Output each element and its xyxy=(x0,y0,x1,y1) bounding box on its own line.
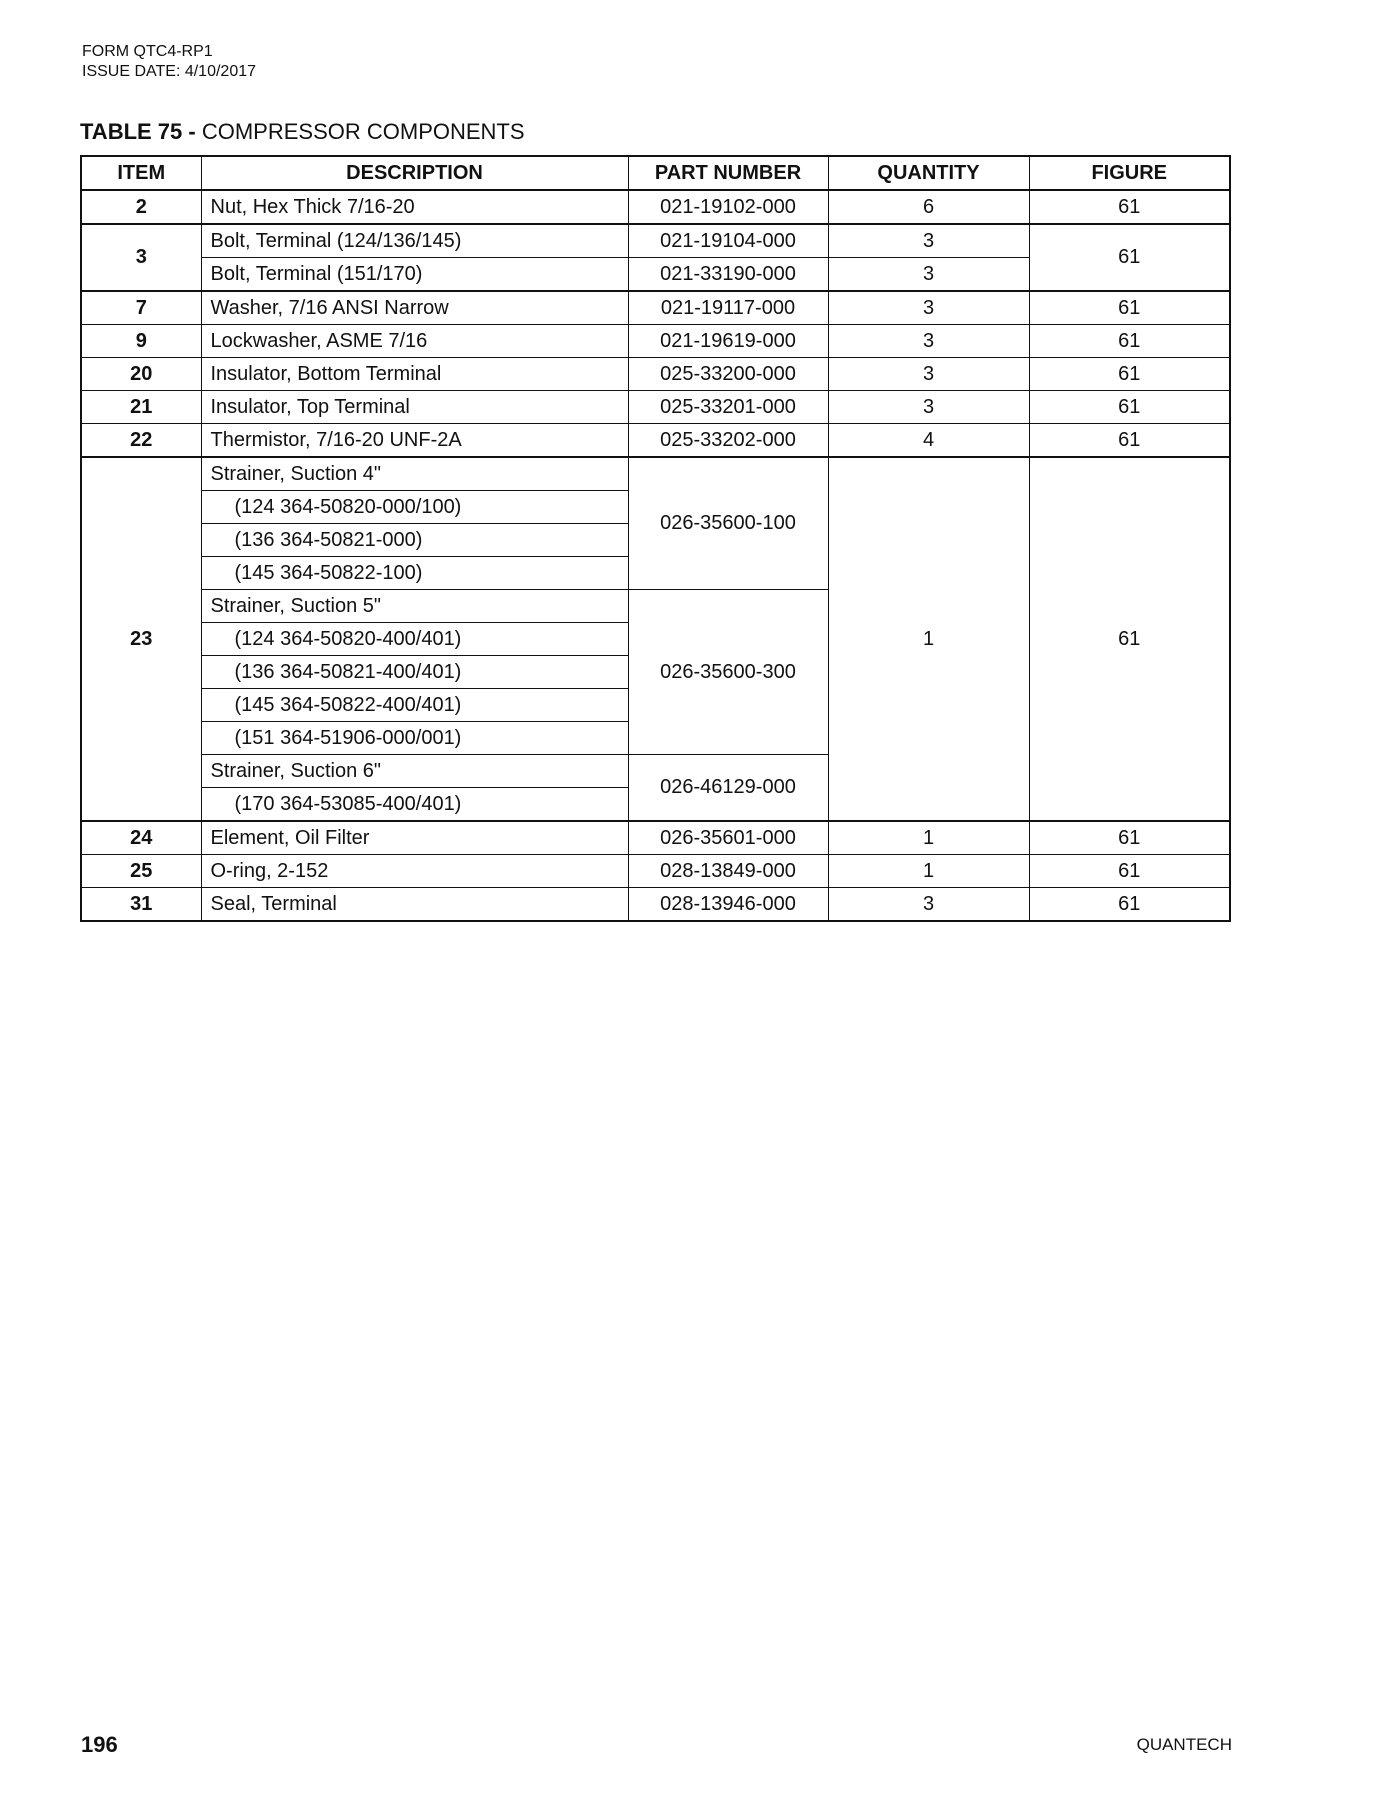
part-number-cell: 021-19102-000 xyxy=(628,190,828,224)
quantity-cell: 3 xyxy=(828,224,1029,258)
issue-date: ISSUE DATE: 4/10/2017 xyxy=(82,63,257,80)
item-cell: 20 xyxy=(81,358,201,391)
table-row xyxy=(81,190,1230,224)
part-number-cell: 021-19117-000 xyxy=(628,291,828,325)
table-row xyxy=(81,855,1230,888)
figure-cell: 61 xyxy=(1029,457,1230,821)
item-cell: 7 xyxy=(81,291,201,325)
description-cell: O-ring, 2-152 xyxy=(201,855,628,888)
part-number-cell: 026-46129-000 xyxy=(628,755,828,822)
description-cell: (145 364-50822-100) xyxy=(201,557,628,590)
description-cell: (145 364-50822-400/401) xyxy=(201,689,628,722)
table-row xyxy=(81,391,1230,424)
part-number-cell: 021-19619-000 xyxy=(628,325,828,358)
part-number-cell: 025-33201-000 xyxy=(628,391,828,424)
description-cell: Strainer, Suction 6" xyxy=(201,755,628,788)
item-cell: 31 xyxy=(81,888,201,922)
description-cell: (170 364-53085-400/401) xyxy=(201,788,628,822)
description-cell: Bolt, Terminal (151/170) xyxy=(201,258,628,292)
description-cell: Strainer, Suction 4" xyxy=(201,457,628,491)
part-number-cell: 025-33202-000 xyxy=(628,424,828,458)
quantity-cell: 3 xyxy=(828,258,1029,292)
description-cell: Insulator, Top Terminal xyxy=(201,391,628,424)
quantity-cell: 3 xyxy=(828,888,1029,922)
description-cell: Bolt, Terminal (124/136/145) xyxy=(201,224,628,258)
table-row xyxy=(81,325,1230,358)
quantity-cell: 1 xyxy=(828,855,1029,888)
part-number-cell: 026-35600-100 xyxy=(628,457,828,590)
quantity-cell: 6 xyxy=(828,190,1029,224)
description-cell: (136 364-50821-000) xyxy=(201,524,628,557)
form-header xyxy=(82,42,256,82)
figure-cell: 61 xyxy=(1029,358,1230,391)
part-number-cell: 026-35600-300 xyxy=(628,590,828,755)
figure-cell: 61 xyxy=(1029,855,1230,888)
quantity-cell: 1 xyxy=(828,457,1029,821)
figure-cell: 61 xyxy=(1029,821,1230,855)
part-number-cell: 025-33200-000 xyxy=(628,358,828,391)
figure-cell: 61 xyxy=(1029,325,1230,358)
description-cell: Lockwasher, ASME 7/16 xyxy=(201,325,628,358)
quantity-cell: 4 xyxy=(828,424,1029,458)
figure-cell: 61 xyxy=(1029,224,1230,291)
table-row xyxy=(81,821,1230,855)
header-quantity: QUANTITY xyxy=(828,156,1029,190)
quantity-cell: 3 xyxy=(828,391,1029,424)
item-cell: 2 xyxy=(81,190,201,224)
item-cell: 23 xyxy=(81,457,201,821)
description-cell: Thermistor, 7/16-20 UNF-2A xyxy=(201,424,628,458)
part-number-cell: 021-19104-000 xyxy=(628,224,828,258)
item-cell: 9 xyxy=(81,325,201,358)
header-figure: FIGURE xyxy=(1029,156,1230,190)
table-number: TABLE 75 - xyxy=(80,119,196,144)
item-cell: 3 xyxy=(81,224,201,291)
form-code: FORM QTC4-RP1 xyxy=(82,43,213,60)
table-row xyxy=(81,291,1230,325)
description-cell: Element, Oil Filter xyxy=(201,821,628,855)
brand-name: QUANTECH xyxy=(1136,1735,1232,1754)
description-cell: Seal, Terminal xyxy=(201,888,628,922)
item-cell: 24 xyxy=(81,821,201,855)
description-cell: (124 364-50820-000/100) xyxy=(201,491,628,524)
item-cell: 22 xyxy=(81,424,201,458)
figure-cell: 61 xyxy=(1029,291,1230,325)
table-row xyxy=(81,457,1230,491)
figure-cell: 61 xyxy=(1029,391,1230,424)
table-title-text: COMPRESSOR COMPONENTS xyxy=(201,119,525,144)
item-cell: 25 xyxy=(81,855,201,888)
quantity-cell: 1 xyxy=(828,821,1029,855)
description-cell: Strainer, Suction 5" xyxy=(201,590,628,623)
part-number-cell: 028-13946-000 xyxy=(628,888,828,922)
part-number-cell: 028-13849-000 xyxy=(628,855,828,888)
table-title xyxy=(80,119,525,145)
item-cell: 21 xyxy=(81,391,201,424)
figure-cell: 61 xyxy=(1029,888,1230,922)
description-cell: (136 364-50821-400/401) xyxy=(201,656,628,689)
table-row xyxy=(81,424,1230,458)
figure-cell: 61 xyxy=(1029,424,1230,458)
part-number-cell: 021-33190-000 xyxy=(628,258,828,292)
description-cell: (124 364-50820-400/401) xyxy=(201,623,628,656)
description-cell: Nut, Hex Thick 7/16-20 xyxy=(201,190,628,224)
quantity-cell: 3 xyxy=(828,291,1029,325)
page-number: 196 xyxy=(81,1732,118,1757)
description-cell: (151 364-51906-000/001) xyxy=(201,722,628,755)
quantity-cell: 3 xyxy=(828,325,1029,358)
table-row xyxy=(81,358,1230,391)
header-part-number: PART NUMBER xyxy=(628,156,828,190)
figure-cell: 61 xyxy=(1029,190,1230,224)
header-item: ITEM xyxy=(81,156,201,190)
quantity-cell: 3 xyxy=(828,358,1029,391)
description-cell: Washer, 7/16 ANSI Narrow xyxy=(201,291,628,325)
compressor-components-table xyxy=(80,155,1231,922)
table-row xyxy=(81,888,1230,922)
table-header-row xyxy=(81,156,1230,190)
table-row xyxy=(81,224,1230,258)
header-description: DESCRIPTION xyxy=(201,156,628,190)
part-number-cell: 026-35601-000 xyxy=(628,821,828,855)
description-cell: Insulator, Bottom Terminal xyxy=(201,358,628,391)
